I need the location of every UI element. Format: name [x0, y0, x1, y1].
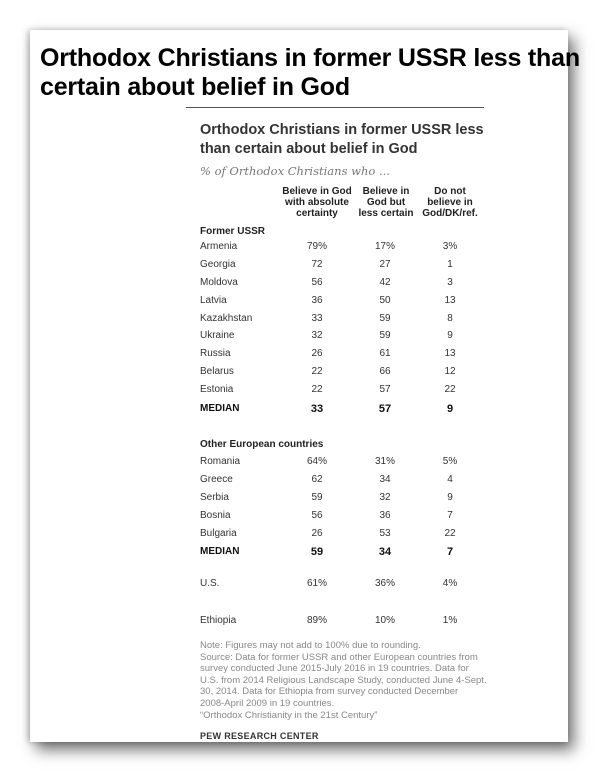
cell-value: 31% [374, 456, 395, 467]
cell-value: 36 [379, 510, 391, 521]
cell-value: 13 [444, 348, 456, 359]
table-row [200, 456, 490, 472]
column-header-line: Believe in God [282, 186, 352, 197]
cell-value: 5% [442, 456, 458, 467]
row-label: MEDIAN [200, 546, 240, 557]
cell-value: 3% [442, 241, 458, 252]
cell-value: 56 [311, 510, 323, 521]
cell-value: 36% [374, 578, 395, 589]
footnote-line: U.S. from 2014 Religious Landscape Study, conducted June 4-Sept. [200, 674, 487, 686]
cell-value: 9 [446, 403, 454, 415]
column-header-line: less certain [358, 208, 414, 219]
cell-value: 26 [311, 528, 323, 539]
column-header-certain [279, 186, 355, 219]
column-header-line: believe in [427, 197, 473, 208]
divider [186, 107, 484, 108]
table-row [200, 348, 490, 364]
cell-value: 3 [447, 277, 453, 288]
column-header-line: with absolute [285, 197, 349, 208]
cell-value: 57 [378, 403, 392, 415]
row-label: Russia [200, 348, 231, 359]
cell-value: 59 [311, 492, 323, 503]
chart-subtitle: % of Orthodox Christians who ... [200, 164, 390, 178]
chart-title: Orthodox Christians in former USSR less than certain about belief in God [200, 122, 484, 157]
cell-value: 34 [379, 474, 391, 485]
median-row [200, 546, 490, 562]
table-row [200, 295, 490, 311]
cell-value: 61% [306, 578, 327, 589]
column-header-line: certainty [296, 208, 338, 219]
table-row [200, 578, 490, 594]
table-row [200, 330, 490, 346]
row-label: Bosnia [200, 510, 231, 521]
row-label: MEDIAN [200, 403, 240, 414]
cell-value: 33 [311, 313, 323, 324]
cell-value: 34 [378, 546, 392, 558]
cell-value: 1 [447, 259, 453, 270]
table-row [200, 492, 490, 508]
cell-value: 79% [306, 241, 327, 252]
cell-value: 1% [442, 615, 458, 626]
row-label: Latvia [200, 295, 227, 306]
cell-value: 62 [311, 474, 323, 485]
group-header: Other European countries [200, 439, 324, 450]
table-row [200, 384, 490, 400]
column-header-line: Do not [434, 186, 466, 197]
column-header-line: God but [366, 197, 406, 208]
cell-value: 4 [447, 474, 453, 485]
cell-value: 59 [379, 313, 391, 324]
table-row [200, 366, 490, 382]
cell-value: 13 [444, 295, 456, 306]
cell-value: 9 [447, 492, 453, 503]
cell-value: 26 [311, 348, 323, 359]
cell-value: 9 [447, 330, 453, 341]
table-row [200, 277, 490, 293]
cell-value: 89% [306, 615, 327, 626]
cell-value: 32 [311, 330, 323, 341]
cell-value: 4% [442, 578, 458, 589]
row-label: Serbia [200, 492, 229, 503]
cell-value: 22 [444, 528, 456, 539]
cell-value: 50 [379, 295, 391, 306]
cell-value: 59 [310, 546, 324, 558]
footnote-line: “Orthodox Christianity in the 21st Century” [200, 709, 378, 721]
row-label: Belarus [200, 366, 234, 377]
footnote-line: Note: Figures may not add to 100% due to rounding. [200, 640, 421, 651]
table-row [200, 528, 490, 544]
row-label: Georgia [200, 259, 236, 270]
cell-value: 17% [374, 241, 395, 252]
median-row [200, 403, 490, 419]
column-header-line: Believe in [362, 186, 410, 197]
table-row [200, 241, 490, 257]
group-header: Former USSR [200, 226, 266, 237]
cell-value: 66 [379, 366, 391, 377]
cell-value: 7 [446, 546, 454, 558]
cell-value: 61 [379, 348, 391, 359]
cell-value: 22 [311, 366, 323, 377]
cell-value: 22 [444, 384, 456, 395]
cell-value: 10% [374, 615, 395, 626]
table-row [200, 313, 490, 329]
row-label: Romania [200, 456, 241, 467]
table-row [200, 259, 490, 275]
row-label: Bulgaria [200, 528, 237, 539]
cell-value: 36 [311, 295, 323, 306]
footnote-line: Source: Data for former USSR and other European countries from [200, 651, 478, 663]
cell-value: 8 [447, 313, 453, 324]
cell-value: 72 [311, 259, 323, 270]
column-header-line: God/DK/ref. [422, 208, 478, 219]
footnote-line: 30, 2014. Data for Ethiopia from survey conducted December [200, 686, 459, 698]
row-label: Moldova [200, 277, 238, 288]
row-label: Ethiopia [200, 615, 237, 626]
row-label: U.S. [200, 578, 220, 589]
row-label: Kazakhstan [200, 313, 253, 324]
cell-value: 33 [310, 403, 324, 415]
source-label: PEW RESEARCH CENTER [200, 731, 319, 741]
footnote [200, 640, 500, 721]
cell-value: 59 [379, 330, 391, 341]
cell-value: 27 [379, 259, 391, 270]
row-label: Armenia [200, 241, 238, 252]
table-row [200, 474, 490, 490]
cell-value: 64% [306, 456, 327, 467]
headline: Orthodox Christians in former USSR less than certain about belief in God [40, 44, 580, 101]
footnote-line: survey conducted June 2015-July 2016 in 19 countries. Data for [200, 663, 469, 675]
column-header-less-certain [356, 186, 416, 219]
table-row [200, 510, 490, 526]
cell-value: 53 [379, 528, 391, 539]
cell-value: 42 [379, 277, 391, 288]
cell-value: 32 [379, 492, 391, 503]
cell-value: 7 [447, 510, 453, 521]
cell-value: 57 [379, 384, 391, 395]
column-header-do-not-believe [418, 186, 482, 219]
cell-value: 22 [311, 384, 323, 395]
row-label: Estonia [200, 384, 234, 395]
table-row [200, 615, 490, 631]
footnote-line: 2008-April 2009 in 19 countries. [200, 697, 335, 709]
row-label: Ukraine [200, 330, 235, 341]
row-label: Greece [200, 474, 233, 485]
cell-value: 56 [311, 277, 323, 288]
cell-value: 12 [444, 366, 456, 377]
